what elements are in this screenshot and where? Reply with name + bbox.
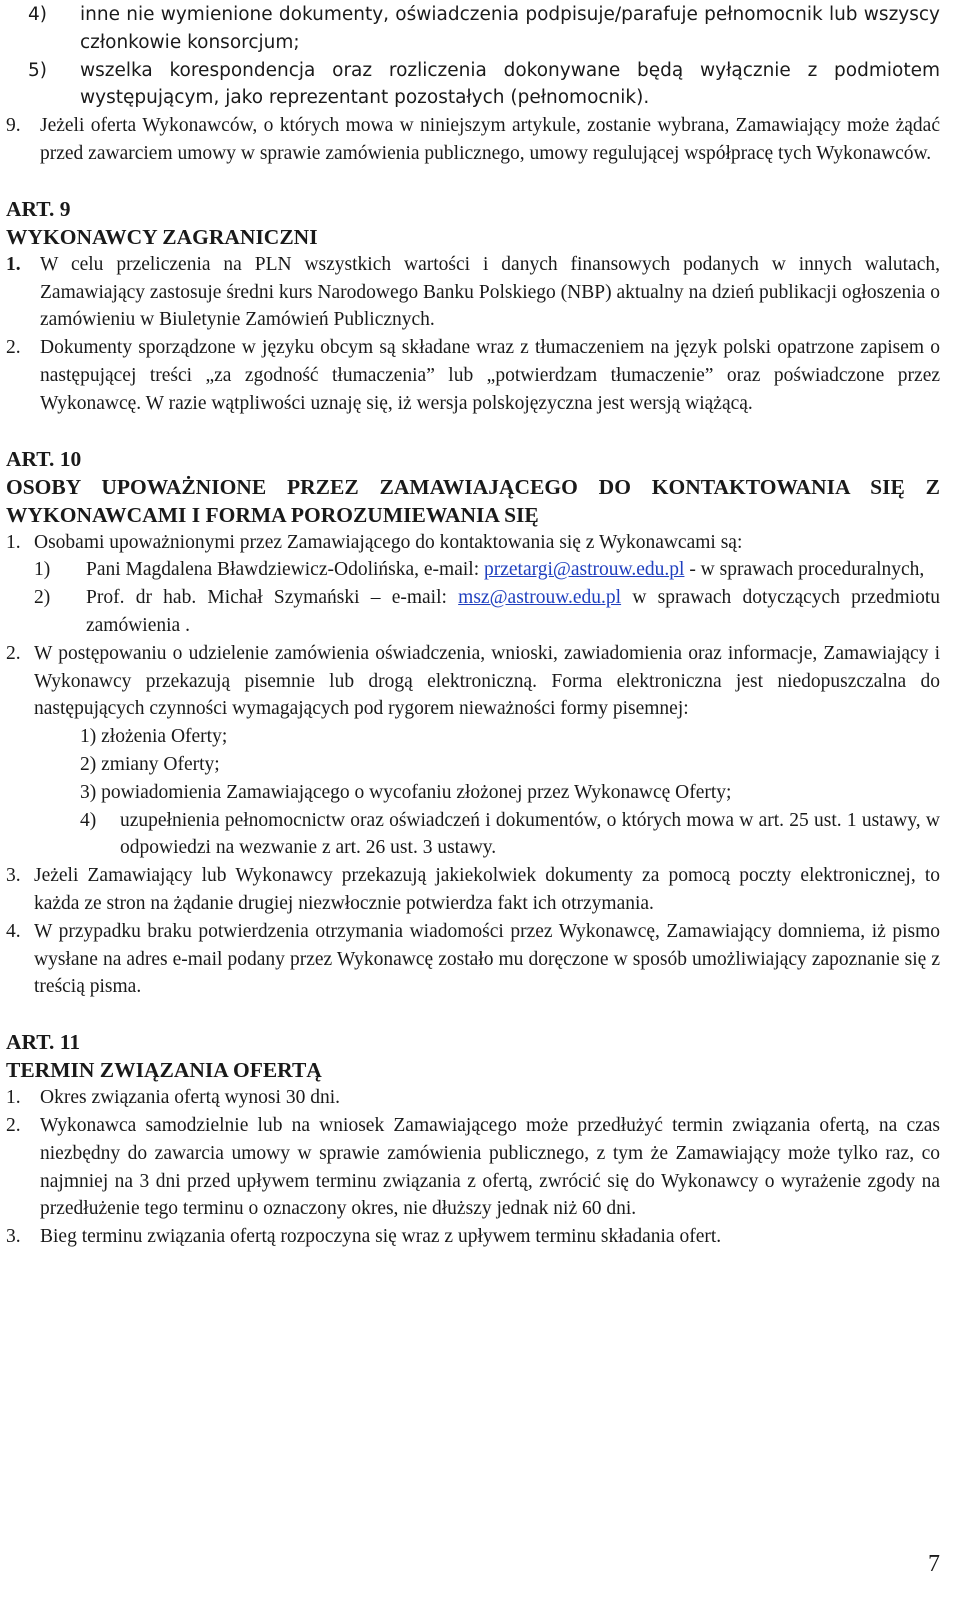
- paragraph-text: Osobami upoważnionymi przez Zamawiającego do kontaktowania się z Wykonawcami są:: [34, 531, 743, 553]
- paragraph-text: Jeżeli oferta Wykonawców, o których mowa w niniejszym artykule, zostanie wybrana, Zamawiający może żądać przed zawarciem umowy w sprawie zamówienia publicznego, umowy regulującej współpracę tych Wykonawców.: [40, 115, 940, 164]
- article-title: WYKONAWCY ZAGRANICZNI: [6, 224, 318, 249]
- list-item: [6, 807, 940, 863]
- item-text: uzupełnienia pełnomocnictw oraz oświadczeń i dokumentów, o których mowa w art. 25 ust. 1 ustawy, w odpowiedzi na wezwanie z art. 26 ust. 3 ustawy.: [120, 809, 940, 859]
- article-label: ART. 9: [6, 196, 71, 221]
- contact-item: [6, 584, 940, 640]
- paragraph-text: Wykonawca samodzielnie lub na wniosek Zamawiającego może przedłużyć termin związania ofertą, na czas niezbędny do zawarcia umowy w sprawie zamówienia publicznego, z tym że Zamawiający może tylko raz, co najmniej na 3 dni przed upływem terminu związania z ofertą, zwrócić się do Wykonawcy o wyrażenie zgody na przedłużenie tego terminu o oznaczony okres, nie dłuższy jednak niż 60 dni.: [40, 1114, 940, 1220]
- paragraph-text: W przypadku braku potwierdzenia otrzymania wiadomości przez Wykonawcę, Zamawiający domniema, iż pismo wysłane na adres e-mail podany przez Wykonawcę zostało mu doręczone w sposób umożliwiający zapoznanie się z treścią pisma.: [34, 920, 940, 998]
- paragraph: [6, 918, 940, 1001]
- paragraph-text: Okres związania ofertą wynosi 30 dni.: [40, 1087, 340, 1109]
- email-link[interactable]: przetargi@astrouw.edu.pl: [484, 559, 685, 581]
- paragraph: [6, 529, 940, 557]
- list-item: 3) powiadomienia Zamawiającego o wycofaniu złożonej przez Wykonawcę Oferty;: [80, 781, 732, 803]
- article-title: OSOBY UPOWAŻNIONE PRZEZ ZAMAWIAJĄCEGO DO KONTAKTOWANIA SIĘ Z WYKONAWCAMI I FORMA POROZUMIEWANIA SIĘ: [6, 474, 940, 527]
- article-label: ART. 10: [6, 446, 82, 471]
- item-text: inne nie wymienione dokumenty, oświadczenia podpisuje/parafuje pełnomocnik lub wszyscy członkowie konsorcjum;: [80, 4, 940, 53]
- paragraph: [6, 112, 940, 168]
- spacer: [6, 418, 940, 445]
- paragraph: [6, 862, 940, 918]
- paragraph-number: 4.: [6, 920, 21, 942]
- spacer: [6, 1001, 940, 1028]
- item-number: 4): [28, 4, 47, 25]
- paragraph-number: 3.: [6, 865, 21, 887]
- contact-text-post: - w sprawach proceduralnych,: [684, 559, 925, 581]
- item-number: 2): [34, 587, 51, 609]
- contact-item: [6, 556, 940, 584]
- item-text: wszelka korespondencja oraz rozliczenia dokonywane będą wyłącznie z podmiotem występującym, jako reprezentant pozostałych (pełnomocnik).: [80, 59, 940, 109]
- paragraph: [6, 1112, 940, 1223]
- paragraph-number: 1.: [6, 531, 21, 553]
- paragraph-text: Bieg terminu związania ofertą rozpoczyna się wraz z upływem terminu składania ofert.: [40, 1226, 722, 1248]
- contact-text-post: w sprawach dotyczących przedmiotu zamówienia .: [86, 587, 940, 636]
- document-page: [6, 1, 940, 1251]
- paragraph: [6, 640, 940, 723]
- paragraph-text: Jeżeli Zamawiający lub Wykonawcy przekazują jakiekolwiek dokumenty za pomocą poczty elektronicznej, to każda ze stron na żądanie drugiej niezwłocznie potwierdza fakt ich otrzymania.: [34, 865, 940, 914]
- paragraph-number: 3.: [6, 1226, 21, 1248]
- list-item: [6, 1, 940, 57]
- paragraph-number: 1.: [6, 253, 21, 275]
- paragraph-text: W celu przeliczenia na PLN wszystkich wartości i danych finansowych podanych w innych walutach, Zamawiający zastosuje średni kurs Narodowego Banku Polskiego (NBP) aktualny na dzień publikacji ogłoszenia o zamówieniu w Biuletynie Zamówień Publicznych.: [40, 253, 940, 331]
- paragraph: [6, 334, 940, 417]
- contact-text-pre: Prof. dr hab. Michał Szymański – e-mail:: [86, 587, 459, 609]
- paragraph-number: 9.: [6, 115, 21, 137]
- paragraph: [6, 1223, 940, 1251]
- article-label: ART. 11: [6, 1030, 81, 1055]
- paragraph-number: 1.: [6, 1087, 21, 1109]
- item-number: 4): [80, 809, 97, 831]
- item-number: 5): [28, 59, 47, 81]
- list-item: [6, 57, 940, 113]
- list-item: 1) złożenia Oferty;: [80, 726, 228, 748]
- paragraph-text: W postępowaniu o udzielenie zamówienia oświadczenia, wnioski, zawiadomienia oraz informacje, Zamawiający i Wykonawcy przekazują pisemnie lub drogą elektroniczną. Forma elektroniczna jest niedopuszczalna do następujących czynności wymagających pod rygorem nieważności formy pisemnej:: [34, 642, 940, 720]
- article-title: TERMIN ZWIĄZANIA OFERTĄ: [6, 1058, 322, 1083]
- paragraph-number: 2.: [6, 337, 21, 359]
- item-number: 1): [34, 559, 51, 581]
- paragraph-number: 2.: [6, 642, 21, 664]
- spacer: [6, 168, 940, 195]
- paragraph: [6, 251, 940, 334]
- list-item: 2) zmiany Oferty;: [80, 753, 220, 775]
- paragraph-text: Dokumenty sporządzone w języku obcym są składane wraz z tłumaczeniem na język polski opatrzone zapisem o następującej treści „za zgodność tłumaczenia” lub „potwierdzam tłumaczenie” oraz poświadczone przez Wykonawcę. W razie wątpliwości uznaję się, iż wersja polskojęzyczna jest wersją wiążącą.: [40, 337, 940, 414]
- page-number: 7: [928, 1551, 940, 1578]
- contact-text-pre: Pani Magdalena Bławdziewicz-Odolińska, e-mail:: [86, 559, 484, 581]
- paragraph-number: 2.: [6, 1114, 21, 1136]
- email-link[interactable]: msz@astrouw.edu.pl: [458, 587, 622, 609]
- paragraph: [6, 1084, 940, 1112]
